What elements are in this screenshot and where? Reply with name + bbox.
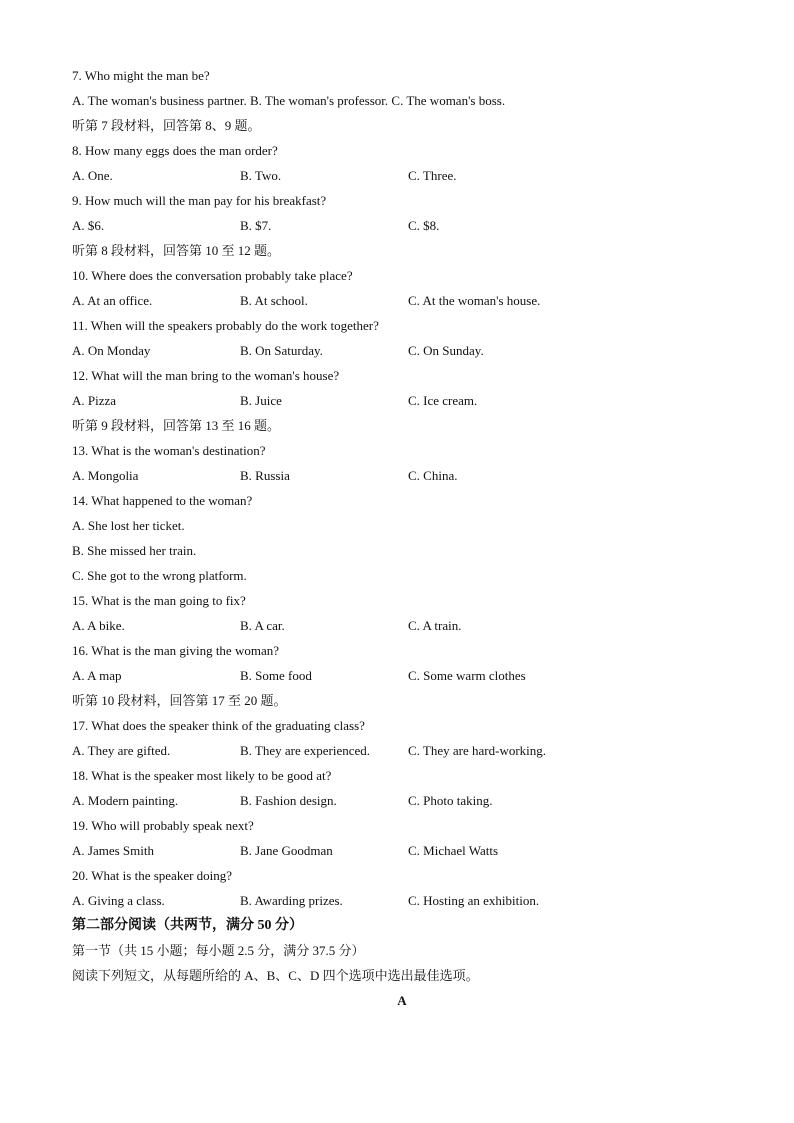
question-text: 20. What is the speaker doing? (72, 868, 233, 883)
question-text: 7. Who might the man be? (72, 68, 210, 83)
answer-options (72, 213, 732, 238)
question-text: 10. Where does the conversation probably take place? (72, 268, 353, 283)
answer-options (72, 463, 732, 488)
question-text: 8. How many eggs does the man order? (72, 143, 278, 158)
option-c: C. On Sunday. (408, 343, 484, 358)
option-b: B. $7. (240, 218, 272, 233)
instruction-note: 听第 10 段材料，回答第 17 至 20 题。 (72, 693, 287, 708)
option-a: A. A bike. (72, 618, 125, 633)
option-b: B. Some food (240, 668, 312, 683)
instruction-note: 第一节（共 15 小题；每小题 2.5 分，满分 37.5 分） (72, 943, 365, 958)
option-a: A. A map (72, 668, 122, 683)
answer-options (72, 788, 732, 813)
section-heading: 第二部分阅读（共两节，满分 50 分） (72, 918, 303, 933)
option-b: B. They are experienced. (240, 743, 371, 758)
question-text: A. She lost her ticket. (72, 518, 185, 533)
option-b: B. At school. (240, 293, 308, 308)
answer-options (72, 738, 732, 763)
option-c: C. Ice cream. (408, 393, 478, 408)
option-b: B. Awarding prizes. (240, 893, 343, 908)
option-c: C. At the woman's house. (408, 293, 541, 308)
answer-options (72, 663, 732, 688)
option-a: A. Mongolia (72, 468, 139, 483)
option-b: B. A car. (240, 618, 285, 633)
option-c: C. Photo taking. (408, 793, 493, 808)
option-a: A. Giving a class. (72, 893, 165, 908)
question-text: C. She got to the wrong platform. (72, 568, 247, 583)
answer-options (72, 888, 732, 913)
question-text: 13. What is the woman's destination? (72, 443, 266, 458)
option-a: A. James Smith (72, 843, 154, 858)
option-a: A. Modern painting. (72, 793, 179, 808)
option-a: A. $6. (72, 218, 105, 233)
option-c: C. Michael Watts (408, 843, 499, 858)
option-a: A. At an office. (72, 293, 153, 308)
question-text: 11. When will the speakers probably do the work together? (72, 318, 379, 333)
option-a: A. Pizza (72, 393, 117, 408)
option-a: A. They are gifted. (72, 743, 171, 758)
answer-options (72, 838, 732, 863)
question-text: 18. What is the speaker most likely to be good at? (72, 768, 332, 783)
option-c: C. They are hard-working. (408, 743, 547, 758)
question-text: 12. What will the man bring to the woman's house? (72, 368, 340, 383)
answer-options (72, 338, 732, 363)
answer-options-inline: A. The woman's business partner. B. The woman's professor. C. The woman's boss. (72, 93, 506, 108)
option-a: A. One. (72, 168, 113, 183)
instruction-note: 听第 7 段材料，回答第 8、9 题。 (72, 118, 261, 133)
answer-options (72, 388, 732, 413)
option-b: B. Jane Goodman (240, 843, 333, 858)
option-b: B. On Saturday. (240, 343, 323, 358)
question-text: 19. Who will probably speak next? (72, 818, 254, 833)
instruction-note: 听第 9 段材料，回答第 13 至 16 题。 (72, 418, 281, 433)
option-c: C. $8. (408, 218, 440, 233)
question-text: 9. How much will the man pay for his breakfast? (72, 193, 327, 208)
option-a: A. On Monday (72, 343, 151, 358)
option-c: C. Some warm clothes (408, 668, 526, 683)
question-text: 14. What happened to the woman? (72, 493, 253, 508)
option-b: B. Juice (240, 393, 282, 408)
option-b: B. Two. (240, 168, 282, 183)
instruction-note: 听第 8 段材料，回答第 10 至 12 题。 (72, 243, 281, 258)
option-b: B. Russia (240, 468, 290, 483)
option-c: C. Hosting an exhibition. (408, 893, 540, 908)
instruction-note: 阅读下列短文，从每题所给的 A、B、C、D 四个选项中选出最佳选项。 (72, 968, 479, 983)
option-c: C. China. (408, 468, 458, 483)
option-b: B. Fashion design. (240, 793, 337, 808)
question-text: 17. What does the speaker think of the graduating class? (72, 718, 365, 733)
answer-options (72, 288, 732, 313)
passage-label: A (397, 993, 407, 1008)
document-page (72, 63, 732, 1013)
option-c: C. Three. (408, 168, 457, 183)
answer-options (72, 163, 732, 188)
question-text: 16. What is the man giving the woman? (72, 643, 279, 658)
question-text: 15. What is the man going to fix? (72, 593, 246, 608)
question-text: B. She missed her train. (72, 543, 197, 558)
answer-options (72, 613, 732, 638)
option-c: C. A train. (408, 618, 462, 633)
